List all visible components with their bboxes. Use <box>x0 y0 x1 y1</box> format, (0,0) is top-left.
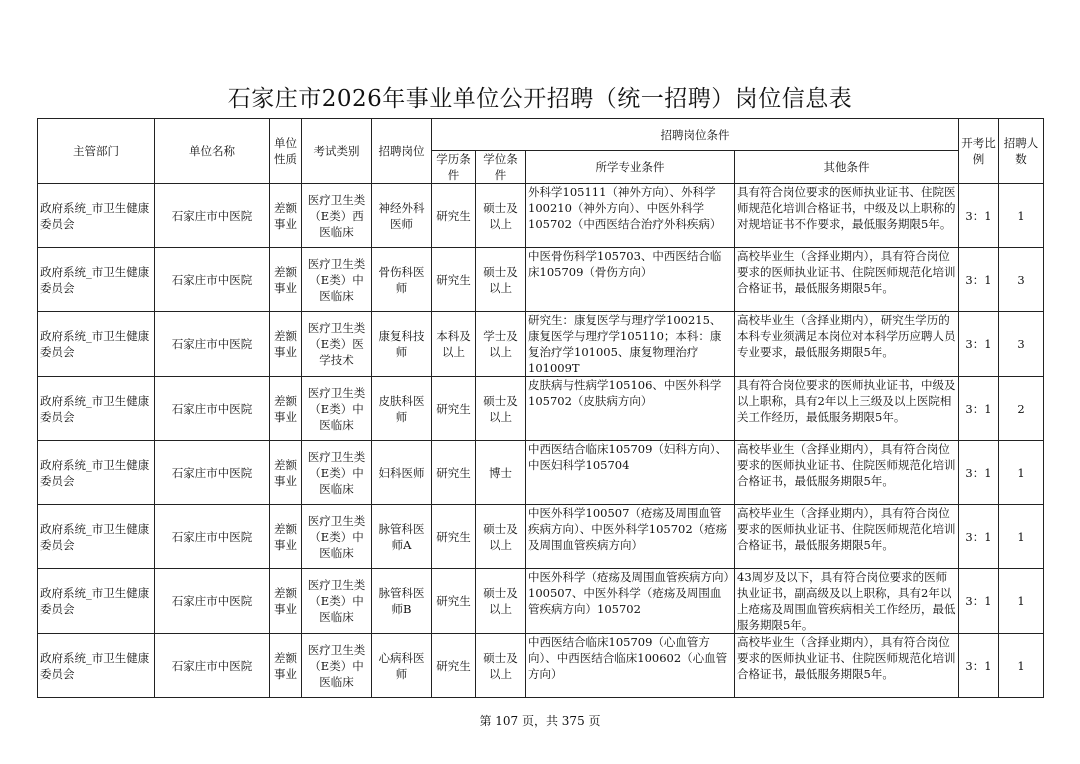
table-row <box>38 569 1044 634</box>
degree-cell: 学士及以上 <box>476 312 526 377</box>
edu-cell: 研究生 <box>432 634 476 698</box>
count-cell: 1 <box>999 441 1044 505</box>
count-cell: 1 <box>999 184 1044 248</box>
table-row <box>38 184 1044 248</box>
edu-cell: 研究生 <box>432 248 476 312</box>
header-unit: 单位名称 <box>155 119 270 184</box>
post-cell: 妇科医师 <box>372 441 432 505</box>
count-cell: 3 <box>999 248 1044 312</box>
other-cell: 高校毕业生（含择业期内），具有符合岗位要求的医师执业证书、住院医师规范化培训合格证书，最低服务期限5年。 <box>735 441 959 505</box>
nature-cell: 差额事业 <box>270 505 302 569</box>
other-cell: 具有符合岗位要求的医师执业证书、住院医师规范化培训合格证书，中级及以上职称的对规培证书不作要求，最低服务期限5年。 <box>735 184 959 248</box>
dept-cell: 政府系统_市卫生健康委员会 <box>38 441 155 505</box>
page-number: 第 107 页，共 375 页 <box>479 714 601 728</box>
dept-cell: 政府系统_市卫生健康委员会 <box>38 634 155 698</box>
ratio-cell: 3：1 <box>959 312 999 377</box>
post-cell: 心病科医师 <box>372 634 432 698</box>
post-cell: 康复科技师 <box>372 312 432 377</box>
count-cell: 2 <box>999 377 1044 441</box>
other-cell: 高校毕业生（含择业期内），具有符合岗位要求的医师执业证书、住院医师规范化培训合格证书，最低服务期限5年。 <box>735 248 959 312</box>
major-cell: 中西医结合临床105709（心血管方向）、中西医结合临床100602（心血管方向） <box>526 634 735 698</box>
nature-cell: 差额事业 <box>270 248 302 312</box>
edu-cell: 研究生 <box>432 569 476 634</box>
post-cell: 皮肤科医师 <box>372 377 432 441</box>
exam-cell: 医疗卫生类（E类）中医临床 <box>302 569 372 634</box>
exam-cell: 医疗卫生类（E类）中医临床 <box>302 505 372 569</box>
edu-cell: 研究生 <box>432 505 476 569</box>
header-conditions: 招聘岗位条件 <box>432 119 959 151</box>
edu-cell: 研究生 <box>432 377 476 441</box>
nature-cell: 差额事业 <box>270 634 302 698</box>
dept-cell: 政府系统_市卫生健康委员会 <box>38 505 155 569</box>
unit-cell: 石家庄市中医院 <box>155 377 270 441</box>
ratio-cell: 3：1 <box>959 634 999 698</box>
dept-cell: 政府系统_市卫生健康委员会 <box>38 312 155 377</box>
major-cell: 中医外科学100507（疮疡及周围血管疾病方向）、中医外科学105702（疮疡及周围血管疾病方向） <box>526 505 735 569</box>
degree-cell: 硕士及以上 <box>476 184 526 248</box>
header-edu: 学历条件 <box>432 151 476 184</box>
degree-cell: 硕士及以上 <box>476 634 526 698</box>
major-cell: 外科学105111（神外方向）、外科学100210（神外方向）、中医外科学105702（中西医结合治疗外科疾病） <box>526 184 735 248</box>
header-dept: 主管部门 <box>38 119 155 184</box>
dept-cell: 政府系统_市卫生健康委员会 <box>38 377 155 441</box>
other-cell: 高校毕业生（含择业期内），具有符合岗位要求的医师执业证书、住院医师规范化培训合格证书，最低服务期限5年。 <box>735 634 959 698</box>
edu-cell: 研究生 <box>432 184 476 248</box>
degree-cell: 硕士及以上 <box>476 569 526 634</box>
unit-cell: 石家庄市中医院 <box>155 312 270 377</box>
ratio-cell: 3：1 <box>959 441 999 505</box>
post-cell: 脉管科医师B <box>372 569 432 634</box>
nature-cell: 差额事业 <box>270 569 302 634</box>
ratio-cell: 3：1 <box>959 184 999 248</box>
other-cell: 高校毕业生（含择业期内），具有符合岗位要求的医师执业证书、住院医师规范化培训合格证书，最低服务期限5年。 <box>735 505 959 569</box>
dept-cell: 政府系统_市卫生健康委员会 <box>38 184 155 248</box>
table-row <box>38 312 1044 377</box>
major-cell: 皮肤病与性病学105106、中医外科学105702（皮肤病方向） <box>526 377 735 441</box>
major-cell: 中医骨伤科学105703、中西医结合临床105709（骨伤方向） <box>526 248 735 312</box>
header-nature: 单位性质 <box>270 119 302 184</box>
table-row <box>38 377 1044 441</box>
degree-cell: 博士 <box>476 441 526 505</box>
major-cell: 研究生：康复医学与理疗学100215、康复医学与理疗学105110；本科：康复治疗学101005、康复物理治疗101009T <box>526 312 735 377</box>
ratio-cell: 3：1 <box>959 248 999 312</box>
ratio-cell: 3：1 <box>959 377 999 441</box>
header-exam: 考试类别 <box>302 119 372 184</box>
exam-cell: 医疗卫生类（E类）中医临床 <box>302 377 372 441</box>
degree-cell: 硕士及以上 <box>476 505 526 569</box>
nature-cell: 差额事业 <box>270 184 302 248</box>
table-row <box>38 505 1044 569</box>
exam-cell: 医疗卫生类（E类）中医临床 <box>302 248 372 312</box>
major-cell: 中医外科学（疮疡及周围血管疾病方向）100507、中医外科学（疮疡及周围血管疾病方向）105702 <box>526 569 735 634</box>
count-cell: 1 <box>999 505 1044 569</box>
unit-cell: 石家庄市中医院 <box>155 441 270 505</box>
count-cell: 1 <box>999 569 1044 634</box>
exam-cell: 医疗卫生类（E类）西医临床 <box>302 184 372 248</box>
other-cell: 高校毕业生（含择业期内），研究生学历的本科专业须满足本岗位对本科学历应聘人员专业要求，最低服务期限5年。 <box>735 312 959 377</box>
nature-cell: 差额事业 <box>270 377 302 441</box>
post-cell: 神经外科医师 <box>372 184 432 248</box>
exam-cell: 医疗卫生类（E类）中医临床 <box>302 634 372 698</box>
dept-cell: 政府系统_市卫生健康委员会 <box>38 569 155 634</box>
unit-cell: 石家庄市中医院 <box>155 505 270 569</box>
exam-cell: 医疗卫生类（E类）中医临床 <box>302 441 372 505</box>
header-post: 招聘岗位 <box>372 119 432 184</box>
header-major: 所学专业条件 <box>526 151 735 184</box>
degree-cell: 硕士及以上 <box>476 377 526 441</box>
header-degree: 学位条件 <box>476 151 526 184</box>
unit-cell: 石家庄市中医院 <box>155 569 270 634</box>
table-row <box>38 441 1044 505</box>
other-cell: 43周岁及以下，具有符合岗位要求的医师执业证书，副高级及以上职称，具有2年以上疮疡及周围血管疾病相关工作经历，最低服务期限5年。 <box>735 569 959 634</box>
dept-cell: 政府系统_市卫生健康委员会 <box>38 248 155 312</box>
unit-cell: 石家庄市中医院 <box>155 184 270 248</box>
table-row <box>38 248 1044 312</box>
count-cell: 3 <box>999 312 1044 377</box>
edu-cell: 研究生 <box>432 441 476 505</box>
header-ratio: 开考比例 <box>959 119 999 184</box>
ratio-cell: 3：1 <box>959 569 999 634</box>
edu-cell: 本科及以上 <box>432 312 476 377</box>
post-cell: 脉管科医师A <box>372 505 432 569</box>
unit-cell: 石家庄市中医院 <box>155 634 270 698</box>
major-cell: 中西医结合临床105709（妇科方向）、中医妇科学105704 <box>526 441 735 505</box>
degree-cell: 硕士及以上 <box>476 248 526 312</box>
header-count: 招聘人数 <box>999 119 1044 184</box>
header-other: 其他条件 <box>735 151 959 184</box>
page-title: 石家庄市2026年事业单位公开招聘（统一招聘）岗位信息表 <box>227 86 853 112</box>
nature-cell: 差额事业 <box>270 312 302 377</box>
unit-cell: 石家庄市中医院 <box>155 248 270 312</box>
nature-cell: 差额事业 <box>270 441 302 505</box>
ratio-cell: 3：1 <box>959 505 999 569</box>
count-cell: 1 <box>999 634 1044 698</box>
other-cell: 具有符合岗位要求的医师执业证书，中级及以上职称，具有2年以上三级及以上医院相关工作经历，最低服务期限5年。 <box>735 377 959 441</box>
exam-cell: 医疗卫生类（E类）医学技术 <box>302 312 372 377</box>
table-row <box>38 634 1044 698</box>
recruitment-table <box>37 118 1044 698</box>
post-cell: 骨伤科医师 <box>372 248 432 312</box>
